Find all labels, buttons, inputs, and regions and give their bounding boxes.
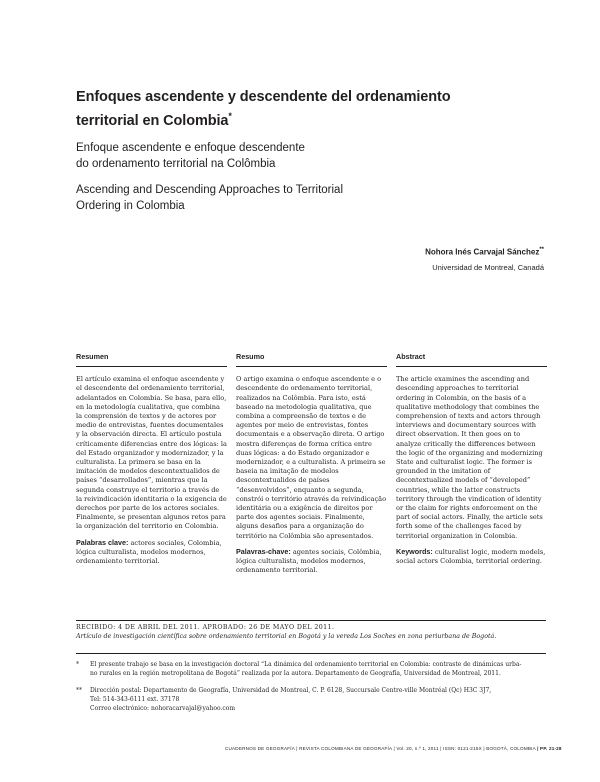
footer-pages: | PP. 21-28 bbox=[537, 746, 562, 751]
abstract-column-pt bbox=[236, 352, 387, 575]
title-footnote-mark: * bbox=[228, 111, 232, 121]
footnote-mark: * bbox=[76, 661, 79, 668]
keywords-label: Palavras-chave: bbox=[236, 546, 291, 556]
subtitle-en-line-2: Ordering in Colombia bbox=[76, 200, 185, 212]
keywords-label: Keywords: bbox=[396, 546, 433, 556]
footnote-line: no rurales en la región metropolitana de Bogotá” realizada por la autora. Departamento de Geografía, Universidad de Montreal, 2011. bbox=[90, 670, 501, 677]
received-dates: RECIBIDO: 4 DE ABRIL DEL 2011. APROBADO: 26 DE MAYO DEL 2011. bbox=[76, 624, 335, 631]
keywords-text: culturalist logic, modern models, social actors Colombia, territorial ordering. bbox=[396, 547, 546, 566]
footnote-mark: ** bbox=[76, 687, 82, 694]
footer-issn: | ISSN: 0121-215X bbox=[440, 746, 482, 751]
footnote-1 bbox=[76, 660, 546, 680]
abstract-body: The article examines the ascending and descending approaches to territorial ordering in Colombia, on the basis of a qualitative methodology that combines the comprehension of texts and actors through interviews and documentary sources with direct observation. It then goes on to analyze critically the differences between the logic of the organizing and modernizing State and culturalist logic. The former is grounded in the imitation of decontextualized models of “developed” countries, while the latter constructs territory through the vindication of identity or the claim for rights enforcement on the part of social actors. Finally, the article sets forth some of the challenges faced by territorial organization in Colombia. bbox=[396, 375, 543, 540]
subtitle-en-line-1: Ascending and Descending Approaches to Territorial bbox=[76, 184, 344, 196]
article-title bbox=[76, 88, 516, 131]
footnote-line: El presente trabajo se basa en la investigación doctoral “La dinámica del ordenamiento territorial en Colombia: contraste de dinámicas urba- bbox=[90, 661, 522, 668]
footnote-text bbox=[90, 686, 536, 713]
abstract-column-en bbox=[396, 352, 547, 566]
subtitle-portuguese bbox=[76, 140, 496, 172]
abstract-body: El artículo examina el enfoque ascendente y el descendente del ordenamiento territorial, adelantados en Colombia. Se basa, para ello, en la metodología cualitativa, que combina la comprensión de textos y de actores por medio de entrevistas, fuentes documentales y la observación directa. El artículo postula críticamente diferencias entre dos lógicas: la del Estado organizador y modernizador, y la culturalista. La primera se basa en la imitación de modelos descontextualidos de países “desarrollados”, mientras que la segunda construye el territorio a través de la reivindicación identitaria o la exigencia de derechos por parte de los actores sociales. Finalmente, se presentan algunos retos para la organización del territorio en Colombia. bbox=[76, 375, 227, 531]
title-text: Enfoques ascendente y descendente del ordenamiento territorial en Colombia bbox=[76, 89, 451, 129]
abstract-heading: Resumen bbox=[76, 352, 227, 367]
keywords-label: Palabras clave: bbox=[76, 537, 129, 547]
subtitle-english bbox=[76, 182, 496, 214]
author-name bbox=[425, 247, 544, 257]
abstract-heading: Abstract bbox=[396, 352, 547, 367]
footnote-line: Dirección postal: Departamento de Geografía, Universidad de Montreal, C. P. 6128, Succursale Centre-ville Montréal (Qc) H3C 3J7, bbox=[90, 687, 492, 694]
abstract-column-es bbox=[76, 352, 227, 566]
author-name-text: Nohora Inés Carvajal Sánchez bbox=[425, 247, 540, 257]
page-footer bbox=[225, 746, 562, 751]
footer-journal: CUADERNOS DE GEOGRAFÍA | REVISTA COLOMBIANA DE GEOGRAFÍA | bbox=[225, 746, 395, 751]
footer-place: | BOGOTÁ, COLOMBIA bbox=[483, 746, 536, 751]
keywords-text: agentes sociais, Colômbia, lógica culturalista, modelos modernos, ordenamento territorial. bbox=[236, 547, 382, 575]
keywords bbox=[236, 547, 387, 576]
keywords-text: actores sociales, Colombia, lógica culturalista, modelos modernos, ordenamiento territorial. bbox=[76, 538, 222, 566]
dates-divider bbox=[76, 620, 546, 621]
footnote-text bbox=[90, 660, 536, 678]
author-affiliation: Universidad de Montreal, Canadá bbox=[432, 263, 544, 272]
footer-volume: Vol. 20, n.º 1, 2011 bbox=[396, 746, 439, 751]
subtitle-pt-line-2: do ordenamento territorial na Colômbia bbox=[76, 158, 276, 170]
subtitle-pt-line-1: Enfoque ascendente e enfoque descendente bbox=[76, 142, 305, 154]
keywords bbox=[76, 538, 227, 567]
keywords bbox=[396, 547, 547, 566]
footnote-line: Correo electrónico: nohoracarvajal@yahoo.com bbox=[90, 705, 236, 712]
author-footnote-mark: ** bbox=[539, 247, 544, 253]
footnote-2 bbox=[76, 686, 546, 716]
footnote-line: Tel: 514-343-6111 ext. 37178 bbox=[90, 696, 180, 703]
footnotes-divider bbox=[76, 653, 546, 654]
abstract-heading: Resumo bbox=[236, 352, 387, 367]
abstract-body: O artigo examina o enfoque ascendente e o descendente do ordenamento territorial, realizados na Colômbia. Para isto, está baseado na metodologia qualitativa, que combina a compreensão de textos e de agentes por meio de entrevistas, fontes documentais e a observação direta. O artigo mostra diferenças de forma crítica entre duas lógicas: a do Estado organizador e modernizador, e a culturalista. A primeira se baseia na imitação de modelos descontextualidos de países “desenvolvidos”, enquanto a segunda, constrói o território através da reivindicação identitária ou a exigência de direitos por parte dos agentes sociais. Finalmente, alguns desafios para a organização do território na Colômbia são apresentados. bbox=[236, 375, 387, 540]
article-type-note: Artículo de investigación científica sobre ordenamiento territorial en Bogotá y la vereda Los Soches en zona periurbana de Bogotá. bbox=[76, 633, 497, 640]
